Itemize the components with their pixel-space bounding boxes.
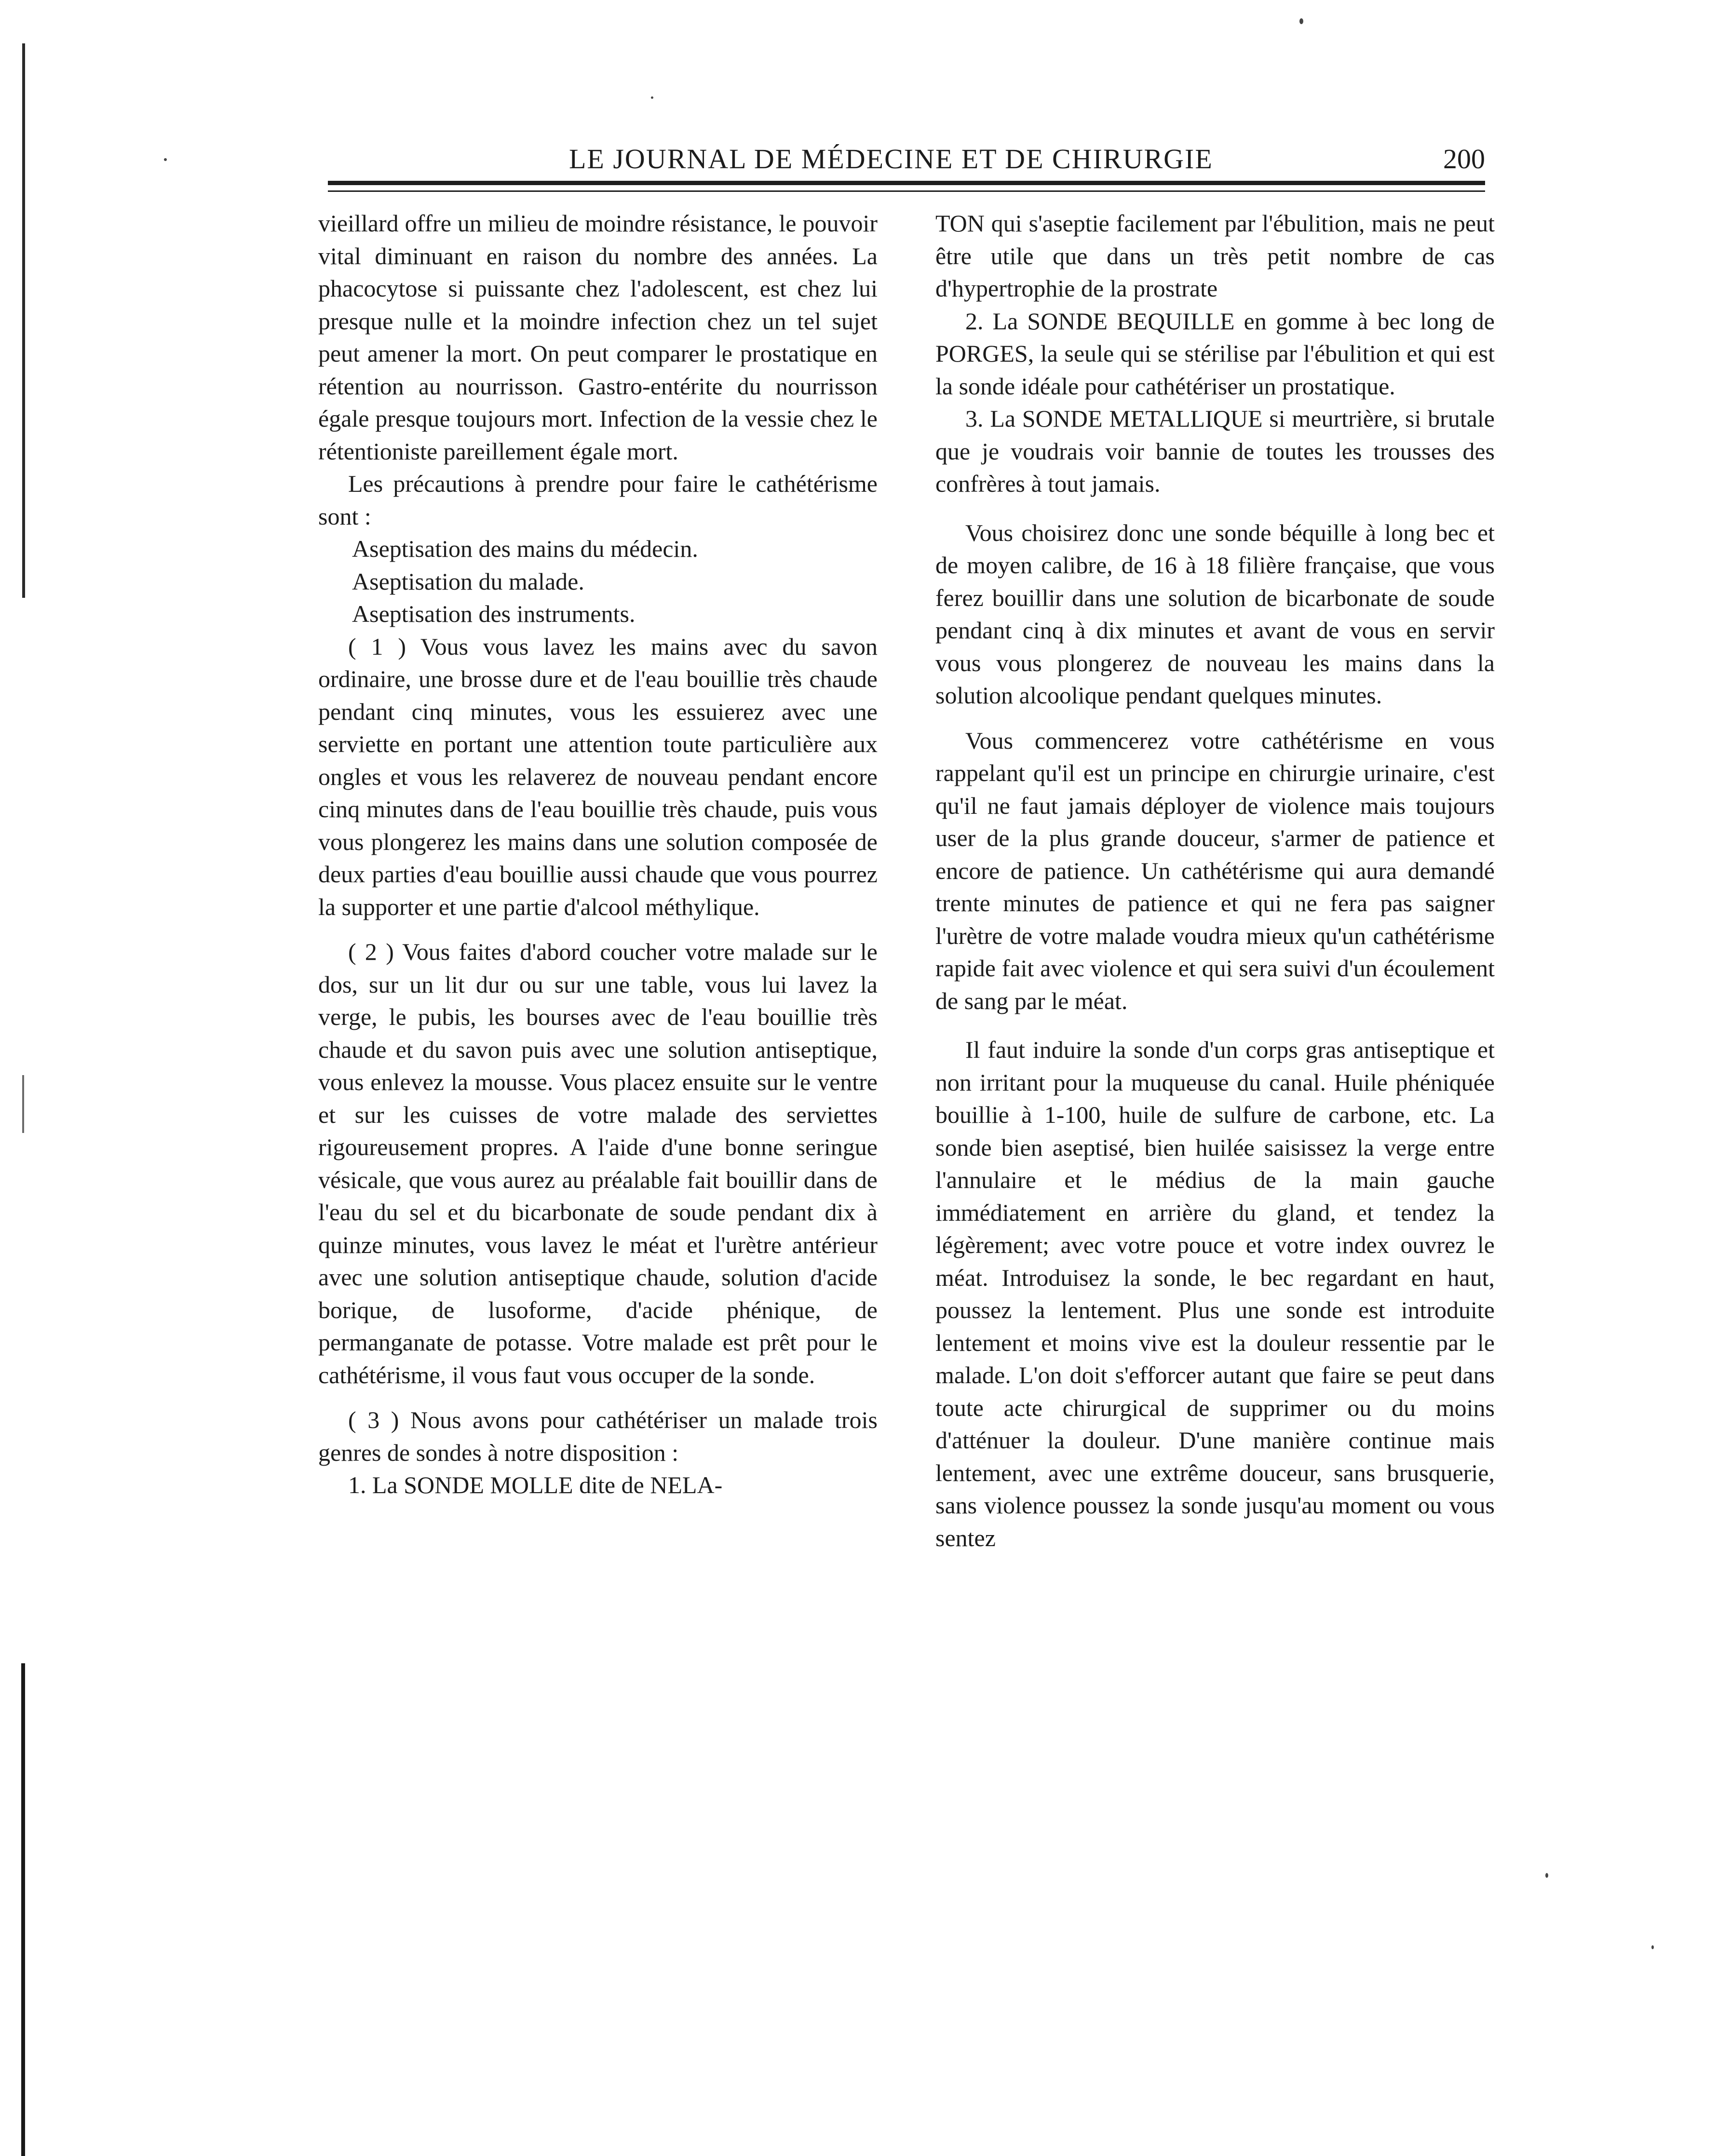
scan-speck [1299,18,1303,24]
left-column [318,207,878,1502]
scan-edge-line [22,43,25,598]
right-column [935,207,1495,1554]
scan-speck [164,158,167,161]
paragraph: 3. La SONDE METALLIQUE si meurtrière, si brutale que je voudrais voir bannie de toutes les trousses des confrères à tout jamais. [935,405,1495,497]
paragraph: ( 2 ) Vous faites d'abord coucher votre malade sur le dos, sur un lit dur ou sur une table, vous lui lavez la verge, le pubis, les bourses avec de l'eau bouillie très chaude et du savon puis avec une solution antiseptique, vous enlevez la mousse. Vous placez ensuite sur le ventre et sur les cuisses de votre malade des serviettes rigoureusement propres. A l'aide d'une bonne seringue vésicale, que vous aurez au préalable fait bouillir dans de l'eau du sel et du bicarbonate de soude pendant dix à quinze minutes, vous lavez le méat et l'urètre antérieur avec une solution antiseptique chaude, solution d'acide borique, de lusoforme, d'acide phénique, de permanganate de potasse. Votre malade est prêt pour le cathétérisme, il vous faut vous occuper de la sonde. [318,938,878,1388]
journal-title: LE JOURNAL DE MÉDECINE ET DE CHIRURGIE [569,143,1213,175]
header-rule-thick [328,181,1485,185]
paragraph: ( 1 ) Vous vous lavez les mains avec du savon ordinaire, une brosse dure et de l'eau bouillie très chaude pendant cinq minutes, vous les essuierez avec une serviette en portant une attention toute particulière aux ongles et vous les relaverez de nouveau pendant encore cinq minutes dans de l'eau bouillie très chaude, puis vous vous plongerez les mains dans une solution composée de deux parties d'eau bouillie aussi chaude que vous pourrez la supporter et une partie d'alcool méthylique. [318,633,878,920]
paragraph: ( 3 ) Nous avons pour cathétériser un malade trois genres de sondes à notre disposition : [318,1406,878,1466]
paragraph: Les précautions à prendre pour faire le cathétérisme sont : [318,470,878,530]
paragraph: Vous choisirez donc une sonde béquille à long bec et de moyen calibre, de 16 à 18 filière française, que vous ferez bouillir dans une solution de bicarbonate de soude pendant cinq à dix minutes et avant de vous en servir vous vous plongerez de nouveau les mains dans la solution alcoolique pendant quelques minutes. [935,519,1495,709]
scan-edge-line [21,1663,25,2156]
scan-speck [1651,1945,1654,1949]
list-item: Aseptisation du malade. [352,567,584,595]
paragraph: TON qui s'aseptie facilement par l'ébulition, mais ne peut être utile que dans un très petit nombre de cas d'hypertrophie de la prostrate [935,210,1495,302]
scan-speck [651,96,653,99]
scan-speck [1545,1873,1548,1878]
header-rule-thin [328,190,1485,192]
page-number: 200 [1443,143,1485,175]
paragraph: vieillard offre un milieu de moindre résistance, le pouvoir vital diminuant en raison du nombre des années. La phacocytose si puissante chez l'adolescent, est chez lui presque nulle et la moindre infection chez un tel sujet peut amener la mort. On peut comparer le prostatique en rétention au nourrisson. Gastro-entérite du nourrisson égale presque toujours mort. Infection de la vessie chez le rétentioniste pareillement égale mort. [318,210,878,465]
running-head [328,137,1485,181]
list-item: Aseptisation des instruments. [352,600,635,627]
scan-edge-line [22,1075,24,1133]
paragraph: 2. La SONDE BEQUILLE en gomme à bec long de PORGES, la seule qui se stérilise par l'ébulition et qui est la sonde idéale pour cathétériser un prostatique. [935,307,1495,400]
paragraph: Vous commencerez votre cathétérisme en vous rappelant qu'il est un principe en chirurgie urinaire, c'est qu'il ne faut jamais déployer de violence mais toujours user de la plus grande douceur, s'armer de patience et encore de patience. Un cathétérisme qui aura demandé trente minutes de patience et qui ne fera pas saigner l'urètre de votre malade voudra mieux qu'un cathétérisme rapide fait avec violence et qui sera suivi d'un écoulement de sang par le méat. [935,727,1495,1014]
list-item: Aseptisation des mains du médecin. [352,535,698,562]
paragraph: Il faut induire la sonde d'un corps gras antiseptique et non irritant pour la muqueuse du canal. Huile phéniquée bouillie à 1-100, huile de sulfure de carbone, etc. La sonde bien aseptisé, bien huilée saisissez la verge entre l'annulaire et le médius de la main gauche immédiatement en arrière du gland, et tendez la légèrement; avec votre pouce et votre index ouvrez le méat. Introduisez la sonde, le bec regardant en haut, poussez la lentement. Plus une sonde est introduite lentement et moins vive est la douleur ressentie par le malade. L'on doit s'efforcer autant que faire se peut dans toute acte chirurgical de supprimer ou du moins d'atténuer la douleur. D'une manière continue mais lentement, avec une extrême douceur, sans brusquerie, sans violence poussez la sonde jusqu'au moment ou vous sentez [935,1036,1495,1551]
paragraph: 1. La SONDE MOLLE dite de NELA- [348,1471,723,1498]
